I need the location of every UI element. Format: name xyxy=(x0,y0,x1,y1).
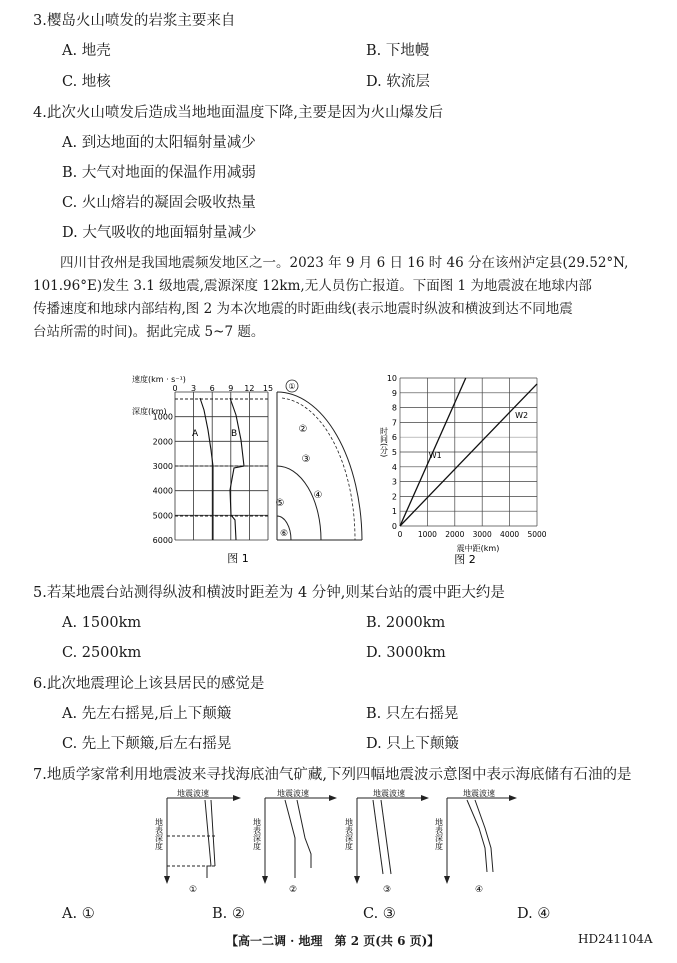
x-tick: 3000 xyxy=(472,530,492,539)
speed-tick: 9 xyxy=(228,384,234,393)
q7-option-a: A. ① xyxy=(62,906,95,922)
curve-a xyxy=(200,398,213,540)
layer-label: ② xyxy=(298,424,308,435)
y-tick: 2 xyxy=(391,492,397,502)
q6-option-d: D. 只上下颠簸 xyxy=(366,736,459,752)
x-tick: 5000 xyxy=(527,530,547,539)
layer-label: ③ xyxy=(301,454,311,465)
speed-tick: 3 xyxy=(191,384,197,393)
series-line-w2 xyxy=(400,384,537,526)
depth-tick: 3000 xyxy=(152,462,173,471)
depth-tick: 1000 xyxy=(152,412,173,422)
passage-line: 台站所需的时间)。据此完成 5~7 题。 xyxy=(33,324,265,340)
x-tick: 0 xyxy=(397,530,403,539)
fig2-caption: 图 2 xyxy=(454,553,476,566)
q7-panel-4 xyxy=(435,788,518,894)
q3-option-a: A. 地壳 xyxy=(62,43,111,59)
q7-panels xyxy=(145,788,525,894)
layer-label: ⑥ xyxy=(279,529,289,539)
figure-1 xyxy=(130,370,370,568)
fig2-y-label: 时间(分) xyxy=(380,427,389,458)
passage-line: 101.96°E)发生 3.1 级地震,震源深度 12km,无人员伤亡报道。下面图 1 为地震波在地球内部 xyxy=(33,278,592,294)
y-tick: 7 xyxy=(391,418,397,428)
y-tick: 0 xyxy=(391,522,397,531)
q5-option-a: A. 1500km xyxy=(62,615,142,631)
fig1-depth-label: 深度(km) xyxy=(132,407,167,416)
q7-panel-2 xyxy=(253,788,338,894)
figure-2 xyxy=(380,370,555,568)
footer-code: HD241104A xyxy=(578,932,653,946)
y-tick: 1 xyxy=(391,507,397,517)
curve-b-label: B xyxy=(231,429,238,439)
q4-option-c: C. 火山熔岩的凝固会吸收热量 xyxy=(62,195,256,211)
curve-a-label: A xyxy=(192,429,199,439)
x-tick: 2000 xyxy=(445,530,465,539)
q7-panel-number: ④ xyxy=(474,885,484,894)
q5-option-c: C. 2500km xyxy=(62,645,142,661)
q5-option-d: D. 3000km xyxy=(366,645,446,661)
speed-tick: 12 xyxy=(244,384,255,393)
y-tick: 6 xyxy=(391,433,397,443)
svg-text:地表深度: 地表深度 xyxy=(344,818,354,850)
y-tick: 3 xyxy=(391,477,397,487)
svg-text:地震波速: 地震波速 xyxy=(463,789,495,798)
layer-label: ① xyxy=(288,382,296,391)
q7-panel-3 xyxy=(345,788,430,894)
q6-option-c: C. 先上下颠簸,后左右摇晃 xyxy=(62,736,232,752)
q7-option-b: B. ② xyxy=(212,906,245,922)
q4-option-d: D. 大气吸收的地面辐射量减少 xyxy=(62,225,257,241)
q4-option-b: B. 大气对地面的保温作用减弱 xyxy=(62,165,256,181)
y-tick: 10 xyxy=(386,374,397,383)
q6-option-b: B. 只左右摇晃 xyxy=(366,706,459,722)
q7-option-c: C. ③ xyxy=(363,906,396,922)
passage xyxy=(33,252,648,344)
y-tick: 5 xyxy=(391,448,397,457)
svg-text:地震波速: 地震波速 xyxy=(277,789,309,798)
q7-panel-1 xyxy=(155,788,242,894)
q3-option-d: D. 软流层 xyxy=(366,74,430,90)
footer-page-info: 【高一二调 · 地理 第 2 页(共 6 页)】 xyxy=(226,934,440,948)
layer-label: ④ xyxy=(313,490,323,501)
passage-line: 传播速度和地球内部结构,图 2 为本次地震的时距曲线(表示地震时纵波和横波到达不同地震 xyxy=(33,301,573,317)
depth-tick: 4000 xyxy=(152,486,173,496)
x-tick: 1000 xyxy=(417,530,437,539)
depth-tick: 2000 xyxy=(152,437,173,447)
svg-text:地表深度: 地表深度 xyxy=(252,818,262,850)
q7-option-d: D. ④ xyxy=(517,906,551,922)
svg-text:地震波速: 地震波速 xyxy=(177,789,209,798)
q7-panel-number: ③ xyxy=(382,885,392,894)
layer-label: ⑤ xyxy=(275,498,285,509)
q7-panel-number: ① xyxy=(188,885,198,894)
series-label-w2: W2 xyxy=(515,410,529,420)
depth-tick: 6000 xyxy=(152,536,173,545)
q7-panel-number: ② xyxy=(288,885,298,894)
q4-option-a: A. 到达地面的太阳辐射量减少 xyxy=(62,135,256,151)
curve-b xyxy=(230,398,244,540)
q6-option-a: A. 先左右摇晃,后上下颠簸 xyxy=(62,706,232,722)
svg-text:地震波速: 地震波速 xyxy=(373,789,405,798)
passage-line: 四川甘孜州是我国地震频发地区之一。2023 年 9 月 6 日 16 时 46 分在该州泸定县(29.52°N, xyxy=(60,255,629,271)
fig1-caption: 图 1 xyxy=(227,552,249,565)
svg-text:地表深度: 地表深度 xyxy=(154,818,164,850)
depth-tick: 5000 xyxy=(152,511,173,521)
q5-stem: 5.若某地震台站测得纵波和横波时距差为 4 分钟,则某台站的震中距大约是 xyxy=(33,585,505,601)
series-label-w1: W1 xyxy=(428,450,442,460)
q6-stem: 6.此次地震理论上该县居民的感觉是 xyxy=(33,676,265,692)
q4-stem: 4.此次火山喷发后造成当地地面温度下降,主要是因为火山爆发后 xyxy=(33,105,443,121)
speed-tick: 15 xyxy=(262,384,274,393)
fig1-speed-label: 速度(km · s⁻¹) xyxy=(132,375,186,384)
speed-tick: 6 xyxy=(209,384,215,393)
fig2-x-label: 震中距(km) xyxy=(456,544,500,553)
q3-option-b: B. 下地幔 xyxy=(366,43,430,59)
q3-stem: 3.樱岛火山喷发的岩浆主要来自 xyxy=(33,13,236,29)
q7-stem: 7.地质学家常利用地震波来寻找海底油气矿藏,下列四幅地震波示意图中表示海底储有石油的是 xyxy=(33,767,632,783)
y-tick: 4 xyxy=(391,462,397,472)
x-tick: 4000 xyxy=(500,530,520,539)
y-tick: 9 xyxy=(391,388,397,398)
y-tick: 8 xyxy=(391,403,397,413)
speed-tick: 0 xyxy=(172,384,178,393)
q5-option-b: B. 2000km xyxy=(366,615,446,631)
q3-option-c: C. 地核 xyxy=(62,74,111,90)
svg-text:地表深度: 地表深度 xyxy=(434,818,444,850)
